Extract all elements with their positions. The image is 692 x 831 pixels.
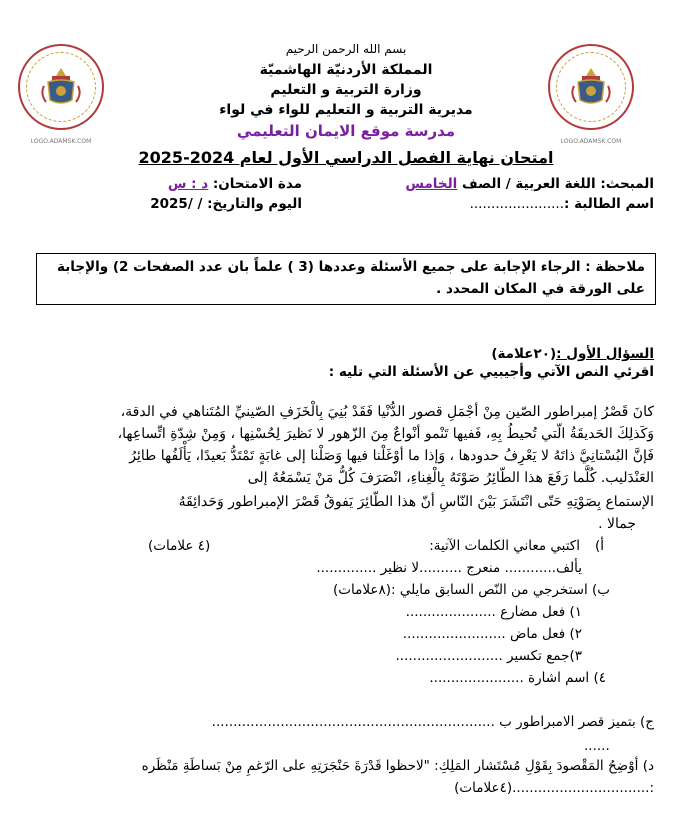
date-field: اليوم والتاريخ: / /2025 [150, 196, 302, 212]
passage-line: جمالا . [598, 516, 636, 532]
duration-field: مدة الامتحان: د : س [167, 176, 302, 192]
part-a-marks: (٤ علامات) [148, 538, 211, 554]
part-d-text: د) أوْضِحُ المَقْصودَ بِقَوْلِ مُسْتَشار المَلِكِ: "لاحظوا قَدْرَةَ حَنْجَرَتِهِ على الرّغمِ مِنْ بَساطَةِ مَنْظَره [141, 758, 654, 774]
left-seal-icon: LOGO.ADAMSK.COM [18, 44, 104, 130]
passage-line: العَنْدَليب. كُلَّما رَفَعَ هذا الطّائِرُ صَوْتَهُ بِالْغِناءِ، انْصَرَفَ كُلُّ مَنْ يَسْمَعُهُ إلى [247, 470, 654, 486]
part-a-label: أ) [594, 538, 604, 554]
school-name: مدرسة موقع الايمان التعليمي [236, 122, 456, 140]
question-1-instruction: اقرئي النص الآتي وأجيبيي عن الأسئلة التي تليه : [328, 364, 654, 380]
part-c-text: ج) بتميز قصر الامبراطور ب .................................................................. [211, 714, 654, 730]
part-a-words: يألف............ منعرج ..........لا نظير .............. [316, 560, 582, 576]
kingdom-title: المملكة الأردنيّة الهاشميّة [259, 62, 433, 78]
passage-line: وَكَذلِكَ الحَديقَةُ الّتي تُحيطُ بِهِ، فَفيها تَنْمو أنْواعٌ مِنَ الزّهور لا نَظيرَ لِحُسْنِها ، وَمِنْ شِدّةِ اتِّساعِها، [117, 426, 654, 442]
part-c-dots: ...... [584, 738, 610, 754]
part-b-item: ٣)جمع تكسير ......................... [395, 648, 582, 664]
exam-title: امتحان نهاية الفصل الدراسي الأول لعام 2024-2025 [138, 148, 554, 167]
part-a-text: اكتبي معاني الكلمات الآتية: [429, 538, 580, 554]
passage-line: الإستماع بِصَوْتِهِ حَتّى انْتَشَرَ بَيْنَ النّاسِ أنّ هذا الطّائِرَ يَفوقُ قَصْرَ الإمبراطور وَحَدائِقَهُ [178, 494, 654, 510]
part-b-item: ٤) اسم اشارة ...................... [429, 670, 606, 686]
passage-line: كانَ قَصْرُ إمبراطور الصّين مِنْ أجْمَلِ قصور الدُّنْيا فَقَدْ بُنِيَ بِالْخَزَفِ الصّينيِّ المُتَناهي في الدقة، [120, 404, 654, 420]
part-d-end: :................................(٤علامات) [454, 780, 654, 796]
part-b-text: ب) استخرجي من النّص السابق مايلي :(٨علامات) [333, 582, 610, 598]
directorate-title: مديرية التربية و التعليم للواء في لواء [219, 102, 473, 118]
student-name-field: اسم الطالبة :...................... [469, 196, 654, 212]
part-b-item: ١) فعل مضارع ..................... [405, 604, 582, 620]
ministry-title: وزارة التربية و التعليم [270, 82, 422, 98]
note-line-1: ملاحظة : الرجاء الإجابة على جميع الأسئلة وعددها (3 ) علماً بان عدد الصفحات 2) والإجابة [57, 259, 645, 275]
question-1-title: السؤال الأول :(٢٠علامة) [491, 346, 654, 362]
basmala: بسم الله الرحمن الرحيم [285, 42, 407, 56]
note-box [36, 253, 656, 305]
right-seal-icon: LOGO.ADAMSK.COM [548, 44, 634, 130]
subject-field: المبحث: اللغة العربية / الصف الخامس [405, 176, 654, 192]
passage-line: فَإنَّ البُسْتانِيَّ ذاتَهُ لا يَعْرِفُ حدودها ، وَإذا ما أوْغَلْنا فيها وَصَلْنا إلى غابَةٍ تَمْتَدُّ بَعيدًا، يَأْلَفُها طائِرُ [129, 448, 654, 464]
part-b-item: ٢) فعل ماض ........................ [402, 626, 582, 642]
note-line-2: على الورقة في المكان المحدد . [436, 281, 645, 297]
